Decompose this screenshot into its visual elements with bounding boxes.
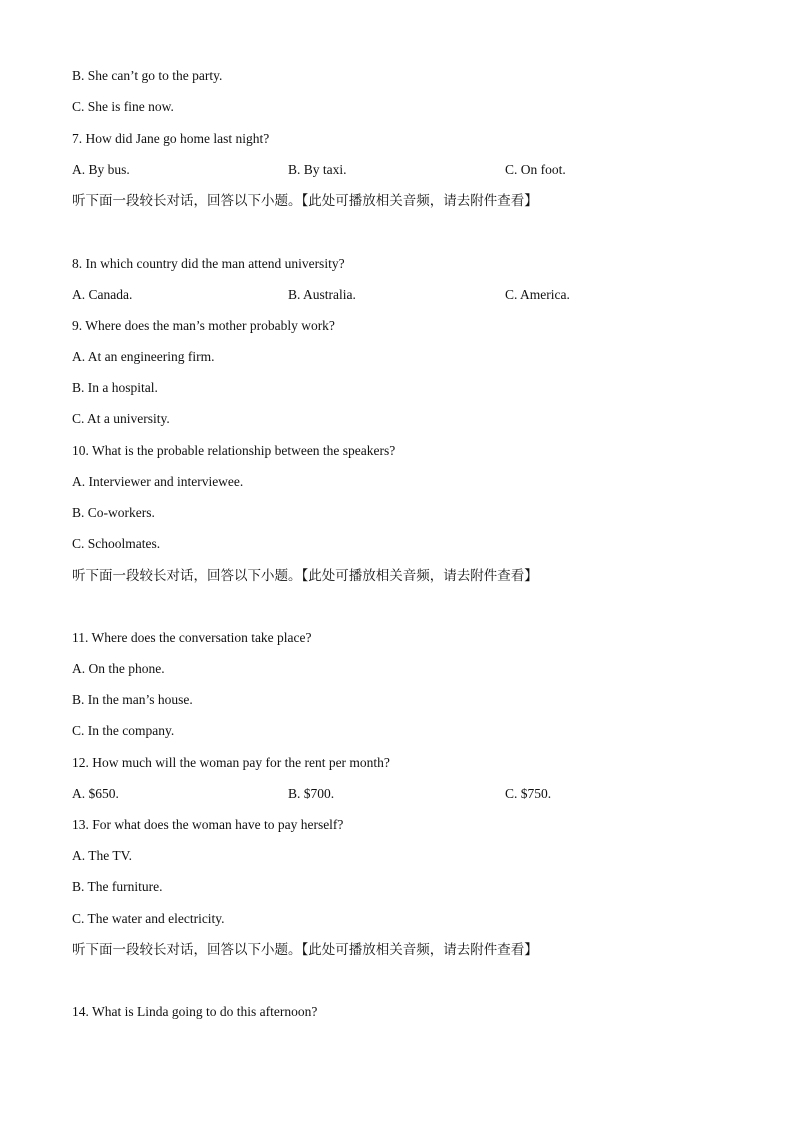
option-b-q6: B. She can’t go to the party. xyxy=(72,68,223,83)
question-10: 10. What is the probable relationship between the speakers? xyxy=(72,443,396,458)
option-b-q9: B. In a hospital. xyxy=(72,380,158,395)
option-a-q7: A. By bus. xyxy=(72,162,130,177)
option-c-q11: C. In the company. xyxy=(72,723,175,738)
option-c-q9: C. At a university. xyxy=(72,411,170,426)
instruction-3: 听下面一段较长对话，回答以下小题。【此处可播放相关音频，请去附件查看】 xyxy=(72,942,538,958)
instruction-1: 听下面一段较长对话，回答以下小题。【此处可播放相关音频，请去附件查看】 xyxy=(72,193,538,209)
option-b-q12: B. $700. xyxy=(288,786,335,801)
option-a-q10: A. Interviewer and interviewee. xyxy=(72,474,244,489)
option-b-q8: B. Australia. xyxy=(288,287,356,302)
option-a-q13: A. The TV. xyxy=(72,848,133,863)
question-12: 12. How much will the woman pay for the rent per month? xyxy=(72,755,390,770)
option-b-q7: B. By taxi. xyxy=(288,162,347,177)
instruction-2: 听下面一段较长对话，回答以下小题。【此处可播放相关音频，请去附件查看】 xyxy=(72,568,538,584)
option-b-q10: B. Co-workers. xyxy=(72,505,155,520)
question-14: 14. What is Linda going to do this afternoon? xyxy=(72,1004,318,1019)
option-a-q9: A. At an engineering firm. xyxy=(72,349,215,364)
option-c-q6: C. She is fine now. xyxy=(72,99,174,114)
option-b-q13: B. The furniture. xyxy=(72,879,163,894)
option-c-q8: C. America. xyxy=(505,287,570,302)
option-c-q7: C. On foot. xyxy=(505,162,566,177)
option-b-q11: B. In the man’s house. xyxy=(72,692,193,707)
option-a-q11: A. On the phone. xyxy=(72,661,165,676)
option-c-q12: C. $750. xyxy=(505,786,552,801)
question-9: 9. Where does the man’s mother probably work? xyxy=(72,318,335,333)
question-8: 8. In which country did the man attend university? xyxy=(72,256,345,271)
option-c-q13: C. The water and electricity. xyxy=(72,911,225,926)
option-c-q10: C. Schoolmates. xyxy=(72,536,161,551)
option-a-q12: A. $650. xyxy=(72,786,119,801)
question-7: 7. How did Jane go home last night? xyxy=(72,131,270,146)
question-13: 13. For what does the woman have to pay herself? xyxy=(72,817,344,832)
option-a-q8: A. Canada. xyxy=(72,287,133,302)
question-11: 11. Where does the conversation take place? xyxy=(72,630,312,645)
